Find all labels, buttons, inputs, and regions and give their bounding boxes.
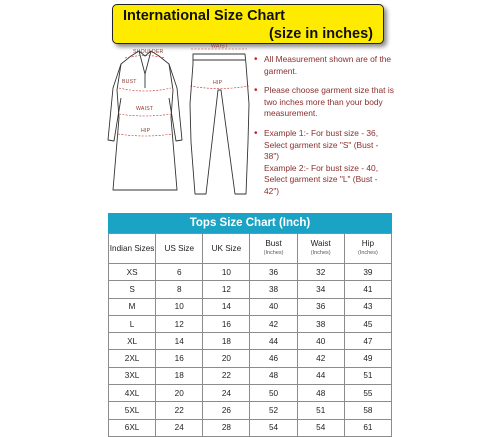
column-header-unit: (Inches): [310, 250, 331, 256]
table-cell: 51: [297, 402, 344, 419]
table-row: [109, 315, 392, 332]
column-header-label: Waist: [310, 239, 331, 248]
column-header: [250, 234, 297, 264]
note-item: [254, 54, 394, 77]
table-cell: 49: [344, 350, 391, 367]
bullet-icon: •: [254, 127, 258, 139]
column-header-unit: (Inches): [357, 250, 378, 256]
table-row: [109, 419, 392, 436]
table-cell: 20: [203, 350, 250, 367]
table-row: [109, 402, 392, 419]
banner-title: International Size Chart: [123, 8, 285, 24]
table-cell: 36: [250, 264, 297, 281]
table-cell: 5XL: [109, 402, 156, 419]
table-cell: 32: [297, 264, 344, 281]
note-text: Please choose garment size that is two inches more than your body measurement.: [264, 85, 394, 119]
table-cell: 8: [156, 281, 203, 298]
table-cell: 6: [156, 264, 203, 281]
table-cell: 44: [297, 367, 344, 384]
table-cell: 3XL: [109, 367, 156, 384]
banner-subtitle: (size in inches): [269, 26, 373, 42]
tops-size-table: [108, 213, 392, 437]
label-hip-kurta: HIP: [141, 128, 151, 134]
pant-outline: [190, 54, 249, 194]
table-row: [109, 350, 392, 367]
table-cell: L: [109, 315, 156, 332]
size-chart-banner: [112, 4, 384, 44]
table-cell: 42: [250, 315, 297, 332]
column-header: [109, 234, 156, 264]
label-waist-pant: WAIST: [211, 44, 229, 50]
table-cell: 40: [297, 333, 344, 350]
table-cell: 36: [297, 298, 344, 315]
table-cell: 24: [156, 419, 203, 436]
column-header: [344, 234, 391, 264]
size-table: [108, 233, 392, 437]
table-cell: 46: [250, 350, 297, 367]
table-cell: 22: [156, 402, 203, 419]
hip-line-pant: [190, 86, 249, 89]
table-cell: 12: [156, 315, 203, 332]
column-header: [203, 234, 250, 264]
table-body: [109, 264, 392, 437]
table-cell: 2XL: [109, 350, 156, 367]
table-cell: 16: [203, 315, 250, 332]
bullet-icon: •: [254, 85, 258, 97]
table-cell: 50: [250, 385, 297, 402]
table-cell: 22: [203, 367, 250, 384]
note-text: All Measurement shown are of the garment.: [264, 54, 392, 76]
label-bust: BUST: [122, 79, 137, 85]
column-header-label: Bust: [265, 239, 282, 248]
table-row: [109, 264, 392, 281]
table-cell: 18: [203, 333, 250, 350]
garment-diagram: [105, 44, 265, 202]
table-cell: 28: [203, 419, 250, 436]
table-cell: XS: [109, 264, 156, 281]
table-cell: 6XL: [109, 419, 156, 436]
measurement-notes: [254, 54, 394, 206]
table-cell: 43: [344, 298, 391, 315]
note-item: [254, 128, 394, 198]
table-cell: 38: [297, 315, 344, 332]
table-cell: 14: [203, 298, 250, 315]
kurta-outline: [113, 51, 177, 190]
table-cell: 54: [297, 419, 344, 436]
table-cell: S: [109, 281, 156, 298]
table-cell: 47: [344, 333, 391, 350]
table-cell: 39: [344, 264, 391, 281]
table-cell: 16: [156, 350, 203, 367]
table-cell: XL: [109, 333, 156, 350]
table-cell: 58: [344, 402, 391, 419]
table-cell: 26: [203, 402, 250, 419]
table-cell: 45: [344, 315, 391, 332]
table-cell: 61: [344, 419, 391, 436]
label-waist-kurta: WAIST: [136, 106, 154, 112]
table-cell: M: [109, 298, 156, 315]
table-cell: 41: [344, 281, 391, 298]
table-cell: 12: [203, 281, 250, 298]
label-shoulder: SHOULDER: [133, 49, 164, 55]
table-cell: 4XL: [109, 385, 156, 402]
table-cell: 48: [250, 367, 297, 384]
table-cell: 10: [203, 264, 250, 281]
table-row: [109, 385, 392, 402]
table-cell: 52: [250, 402, 297, 419]
note-text: Example 1:- For bust size - 36, Select garment size "S" (Bust - 38") Example 2:- For bust size - 40, Select garment size "L" (Bust - 42"): [264, 127, 379, 196]
table-row: [109, 298, 392, 315]
table-cell: 38: [250, 281, 297, 298]
column-header-label: Indian Sizes: [109, 244, 155, 253]
table-row: [109, 367, 392, 384]
column-header-label: UK Size: [211, 244, 242, 253]
table-cell: 18: [156, 367, 203, 384]
bullet-icon: •: [254, 54, 258, 65]
column-header-label: Hip: [361, 239, 375, 248]
table-row: [109, 281, 392, 298]
table-cell: 55: [344, 385, 391, 402]
column-header-unit: (Inches): [263, 250, 284, 256]
table-cell: 54: [250, 419, 297, 436]
table-row: [109, 333, 392, 350]
table-cell: 42: [297, 350, 344, 367]
table-cell: 24: [203, 385, 250, 402]
table-title: Tops Size Chart (Inch): [108, 213, 392, 233]
note-item: [254, 85, 394, 120]
waist-line-kurta: [119, 114, 171, 116]
column-header: [156, 234, 203, 264]
table-cell: 20: [156, 385, 203, 402]
bust-line: [119, 88, 171, 91]
label-hip-pant: HIP: [213, 80, 223, 86]
table-cell: 14: [156, 333, 203, 350]
table-cell: 51: [344, 367, 391, 384]
hip-line-kurta: [118, 134, 172, 136]
column-header: [297, 234, 344, 264]
table-cell: 10: [156, 298, 203, 315]
table-cell: 48: [297, 385, 344, 402]
column-header-label: US Size: [164, 244, 195, 253]
table-cell: 44: [250, 333, 297, 350]
table-header-row: [109, 234, 392, 264]
table-cell: 40: [250, 298, 297, 315]
table-cell: 34: [297, 281, 344, 298]
